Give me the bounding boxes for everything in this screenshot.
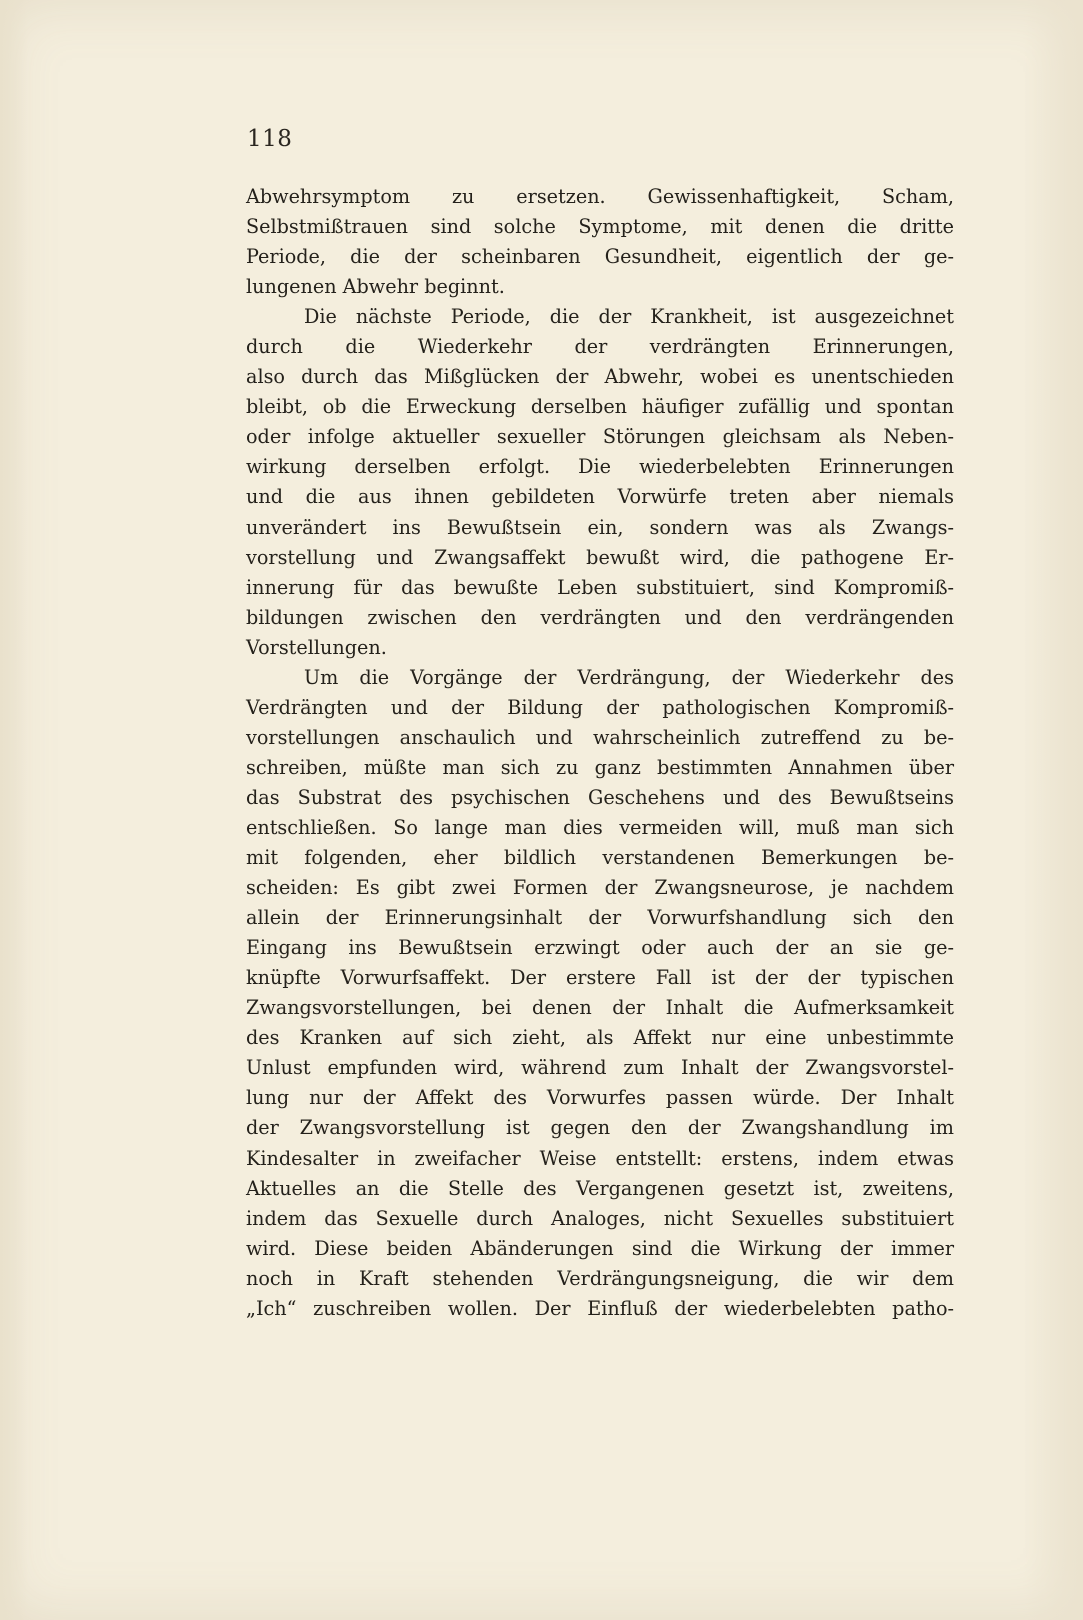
text-line: lungenen Abwehr beginnt. <box>246 275 505 299</box>
text-line: knüpfte Vorwurfsaffekt. Der erstere Fall ist der der typischen <box>246 966 954 990</box>
page-number: 118 <box>247 126 293 152</box>
text-line: Die nächste Periode, die der Krankheit, ist ausgezeichnet <box>304 305 954 329</box>
text-line: bildungen zwischen den verdrängten und den verdrängenden <box>246 605 954 629</box>
text-line: wird. Diese beiden Abänderungen sind die Wirkung der immer <box>246 1236 954 1260</box>
text-line: Periode, die der scheinbaren Gesundheit, eigentlich der ge- <box>246 245 954 269</box>
body-text <box>246 182 954 1324</box>
text-line: bleibt, ob die Erweckung derselben häufiger zufällig und spontan <box>246 395 954 419</box>
text-line: das Substrat des psychischen Geschehens und des Bewußtseins <box>246 785 954 809</box>
text-line: also durch das Mißglücken der Abwehr, wobei es unentschieden <box>246 365 954 389</box>
text-line: Eingang ins Bewußtsein erzwingt oder auch der an sie ge- <box>246 936 954 960</box>
text-line: entschließen. So lange man dies vermeiden will, muß man sich <box>246 815 954 839</box>
text-line: Aktuelles an die Stelle des Vergangenen gesetzt ist, zweitens, <box>246 1176 954 1200</box>
text-line: vorstellungen anschaulich und wahrscheinlich zutreffend zu be- <box>246 725 954 749</box>
text-line: Abwehrsymptom zu ersetzen. Gewissenhaftigkeit, Scham, <box>246 185 954 208</box>
page-edge-left <box>0 0 28 1620</box>
text-line: des Kranken auf sich zieht, als Affekt nur eine unbestimmte <box>246 1026 954 1050</box>
text-line: unverändert ins Bewußtsein ein, sondern was als Zwangs- <box>246 515 954 539</box>
text-line: der Zwangsvorstellung ist gegen den der Zwangshandlung im <box>246 1116 954 1140</box>
page-edge-right <box>1023 0 1083 1620</box>
text-line: Kindesalter in zweifacher Weise entstellt: erstens, indem etwas <box>246 1146 954 1170</box>
text-line: Um die Vorgänge der Verdrängung, der Wiederkehr des <box>304 665 954 689</box>
text-line: Verdrängten und der Bildung der pathologischen Kompromiß- <box>246 695 954 719</box>
text-line: Unlust empfunden wird, während zum Inhalt der Zwangsvorstel- <box>246 1056 954 1080</box>
text-line: schreiben, müßte man sich zu ganz bestimmten Annahmen über <box>246 755 954 779</box>
text-line: innerung für das bewußte Leben substituiert, sind Kompromiß- <box>246 575 954 599</box>
text-line: Selbstmißtrauen sind solche Symptome, mit denen die dritte <box>246 215 954 239</box>
text-line: wirkung derselben erfolgt. Die wiederbelebten Erinnerungen <box>246 455 954 479</box>
text-line: Vorstellungen. <box>246 635 387 659</box>
text-line: oder infolge aktueller sexueller Störungen gleichsam als Neben- <box>246 425 954 449</box>
text-line: noch in Kraft stehenden Verdrängungsneigung, die wir dem <box>246 1266 954 1290</box>
text-line: Zwangsvorstellungen, bei denen der Inhalt die Aufmerksamkeit <box>246 996 954 1020</box>
text-line: „Ich“ zuschreiben wollen. Der Einfluß der wiederbelebten patho- <box>246 1296 954 1320</box>
text-line: lung nur der Affekt des Vorwurfes passen würde. Der Inhalt <box>246 1086 954 1110</box>
text-line: mit folgenden, eher bildlich verstandenen Bemerkungen be- <box>246 846 954 870</box>
text-line: scheiden: Es gibt zwei Formen der Zwangsneurose, je nachdem <box>246 876 954 900</box>
text-line: allein der Erinnerungsinhalt der Vorwurfshandlung sich den <box>246 906 954 930</box>
text-line: vorstellung und Zwangsaffekt bewußt wird, die pathogene Er- <box>246 545 954 569</box>
text-line: indem das Sexuelle durch Analoges, nicht Sexuelles substituiert <box>246 1206 954 1230</box>
text-line: durch die Wiederkehr der verdrängten Erinnerungen, <box>246 335 954 359</box>
text-line: und die aus ihnen gebildeten Vorwürfe treten aber niemals <box>246 485 954 509</box>
